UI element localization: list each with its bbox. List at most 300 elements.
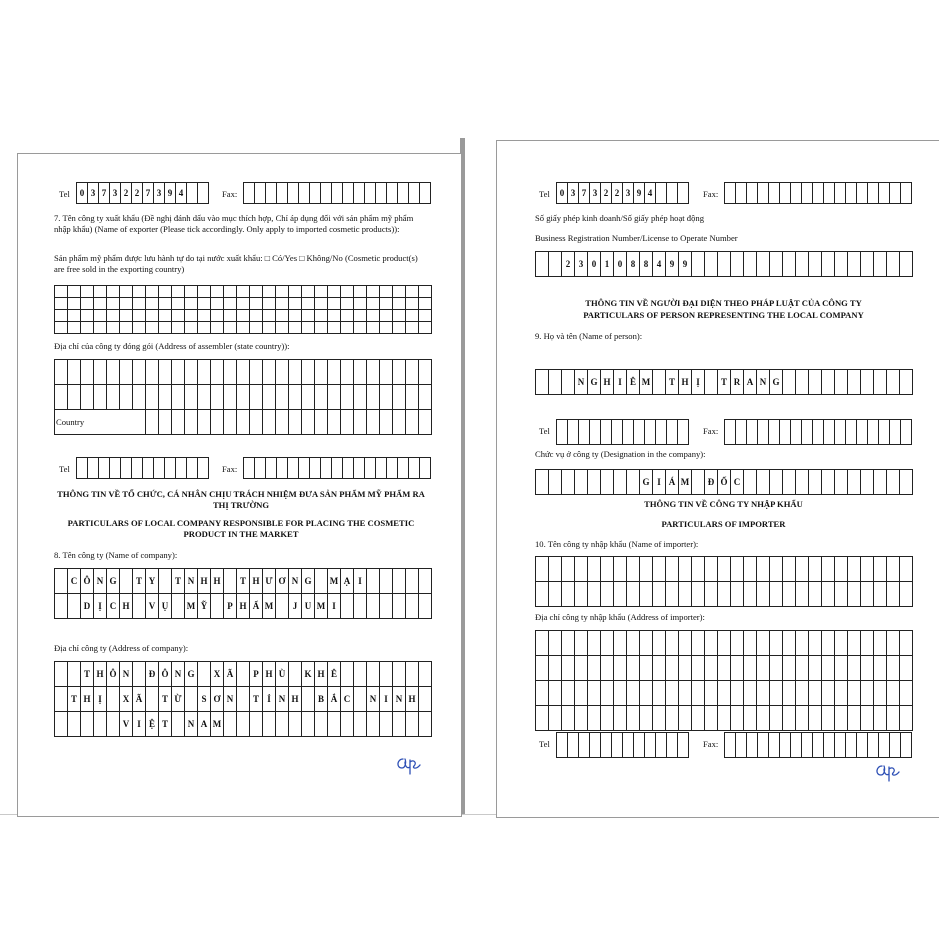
char-box[interactable]: H <box>315 662 328 687</box>
char-box[interactable] <box>770 252 783 277</box>
char-box[interactable] <box>653 370 666 395</box>
char-box[interactable] <box>601 631 614 656</box>
char-box[interactable] <box>601 470 614 495</box>
char-box[interactable] <box>879 733 890 758</box>
char-box[interactable] <box>822 656 835 681</box>
char-box[interactable] <box>159 286 172 298</box>
char-box[interactable] <box>653 582 666 607</box>
char-box[interactable] <box>250 385 263 410</box>
char-box[interactable]: Ố <box>718 470 731 495</box>
char-box[interactable] <box>824 733 835 758</box>
char-box[interactable] <box>725 183 736 204</box>
char-box[interactable] <box>679 656 692 681</box>
char-box[interactable] <box>55 569 68 594</box>
char-box[interactable] <box>321 458 332 479</box>
char-box[interactable] <box>770 706 783 731</box>
char-box[interactable] <box>575 631 588 656</box>
char-box[interactable] <box>224 712 237 737</box>
char-box[interactable] <box>277 183 288 204</box>
char-box[interactable] <box>692 656 705 681</box>
char-box[interactable] <box>791 733 802 758</box>
char-box[interactable] <box>536 470 549 495</box>
char-box[interactable] <box>900 582 913 607</box>
char-box[interactable]: 3 <box>575 252 588 277</box>
char-box[interactable] <box>367 298 380 310</box>
tel3-digit-boxes[interactable] <box>556 732 689 758</box>
char-box[interactable] <box>601 420 612 445</box>
char-box[interactable] <box>562 706 575 731</box>
char-box[interactable] <box>406 662 419 687</box>
char-box[interactable] <box>796 656 809 681</box>
char-box[interactable] <box>302 286 315 298</box>
char-box[interactable] <box>315 385 328 410</box>
char-box[interactable] <box>796 470 809 495</box>
char-box[interactable] <box>107 310 120 322</box>
char-box[interactable] <box>653 656 666 681</box>
char-box[interactable] <box>380 298 393 310</box>
char-box[interactable]: N <box>172 662 185 687</box>
char-box[interactable] <box>302 310 315 322</box>
char-box[interactable] <box>172 712 185 737</box>
char-box[interactable] <box>783 252 796 277</box>
char-box[interactable] <box>398 458 409 479</box>
char-box[interactable] <box>172 360 185 385</box>
char-box[interactable] <box>276 322 289 334</box>
char-box[interactable] <box>757 706 770 731</box>
char-box[interactable] <box>211 322 224 334</box>
char-box[interactable] <box>172 322 185 334</box>
char-box[interactable]: Á <box>666 470 679 495</box>
char-box[interactable] <box>393 298 406 310</box>
char-box[interactable] <box>634 733 645 758</box>
char-box[interactable]: H <box>120 594 133 619</box>
char-box[interactable] <box>266 458 277 479</box>
char-box[interactable]: T <box>666 370 679 395</box>
char-box[interactable] <box>653 706 666 731</box>
char-box[interactable] <box>656 420 667 445</box>
char-box[interactable] <box>289 662 302 687</box>
char-box[interactable] <box>822 681 835 706</box>
char-box[interactable]: N <box>120 662 133 687</box>
char-box[interactable] <box>159 322 172 334</box>
char-box[interactable] <box>846 420 857 445</box>
char-box[interactable] <box>332 183 343 204</box>
char-box[interactable] <box>575 582 588 607</box>
char-box[interactable] <box>835 706 848 731</box>
char-box[interactable] <box>120 322 133 334</box>
char-box[interactable] <box>68 298 81 310</box>
char-box[interactable] <box>380 594 393 619</box>
char-box[interactable]: J <box>289 594 302 619</box>
char-box[interactable] <box>796 631 809 656</box>
char-box[interactable] <box>536 252 549 277</box>
char-box[interactable] <box>705 582 718 607</box>
char-box[interactable] <box>310 458 321 479</box>
char-box[interactable] <box>666 631 679 656</box>
char-box[interactable] <box>731 706 744 731</box>
char-box[interactable] <box>874 631 887 656</box>
char-box[interactable] <box>601 582 614 607</box>
char-box[interactable]: N <box>575 370 588 395</box>
char-box[interactable] <box>146 286 159 298</box>
char-box[interactable] <box>380 569 393 594</box>
char-box[interactable] <box>588 582 601 607</box>
char-box[interactable] <box>623 733 634 758</box>
char-box[interactable]: T <box>159 687 172 712</box>
char-box[interactable] <box>549 370 562 395</box>
char-box[interactable] <box>549 582 562 607</box>
char-box[interactable] <box>315 712 328 737</box>
char-box[interactable] <box>198 360 211 385</box>
char-box[interactable] <box>575 557 588 582</box>
char-box[interactable] <box>419 322 432 334</box>
char-box[interactable] <box>679 681 692 706</box>
char-box[interactable] <box>409 458 420 479</box>
char-box[interactable] <box>328 310 341 322</box>
char-box[interactable] <box>887 582 900 607</box>
fax2-digit-boxes[interactable] <box>724 419 912 445</box>
char-box[interactable]: B <box>315 687 328 712</box>
license-number-boxes[interactable] <box>535 251 913 277</box>
char-box[interactable]: Ơ <box>276 569 289 594</box>
char-box[interactable] <box>406 322 419 334</box>
char-box[interactable] <box>341 360 354 385</box>
char-box[interactable] <box>185 298 198 310</box>
char-box[interactable] <box>419 712 432 737</box>
char-box[interactable] <box>692 631 705 656</box>
char-box[interactable] <box>887 681 900 706</box>
char-box[interactable] <box>758 733 769 758</box>
char-box[interactable] <box>900 252 913 277</box>
char-box[interactable] <box>146 322 159 334</box>
char-box[interactable] <box>81 322 94 334</box>
char-box[interactable]: 2 <box>601 183 612 204</box>
char-box[interactable]: M <box>315 594 328 619</box>
char-box[interactable] <box>133 662 146 687</box>
char-box[interactable] <box>250 286 263 298</box>
char-box[interactable] <box>835 582 848 607</box>
char-box[interactable] <box>822 706 835 731</box>
char-box[interactable] <box>614 706 627 731</box>
char-box[interactable] <box>627 681 640 706</box>
char-box[interactable] <box>731 681 744 706</box>
char-box[interactable] <box>813 733 824 758</box>
char-box[interactable] <box>536 656 549 681</box>
char-box[interactable]: 2 <box>132 183 143 204</box>
char-box[interactable] <box>237 360 250 385</box>
char-box[interactable] <box>419 687 432 712</box>
char-box[interactable] <box>783 470 796 495</box>
char-box[interactable]: 0 <box>614 252 627 277</box>
char-box[interactable] <box>601 557 614 582</box>
char-box[interactable] <box>198 385 211 410</box>
char-box[interactable] <box>380 322 393 334</box>
char-box[interactable] <box>757 582 770 607</box>
char-box[interactable]: 8 <box>627 252 640 277</box>
char-box[interactable] <box>406 310 419 322</box>
char-box[interactable] <box>770 582 783 607</box>
char-box[interactable] <box>328 360 341 385</box>
char-box[interactable] <box>398 183 409 204</box>
char-box[interactable] <box>692 681 705 706</box>
char-box[interactable] <box>874 557 887 582</box>
char-box[interactable] <box>406 385 419 410</box>
char-box[interactable] <box>614 656 627 681</box>
char-box[interactable] <box>68 310 81 322</box>
char-box[interactable] <box>614 681 627 706</box>
char-box[interactable] <box>419 594 432 619</box>
char-box[interactable]: P <box>224 594 237 619</box>
char-box[interactable] <box>575 656 588 681</box>
char-box[interactable] <box>679 557 692 582</box>
char-box[interactable] <box>310 183 321 204</box>
char-box[interactable] <box>289 286 302 298</box>
char-box[interactable] <box>68 360 81 385</box>
char-box[interactable] <box>900 706 913 731</box>
char-box[interactable] <box>549 470 562 495</box>
char-box[interactable] <box>736 420 747 445</box>
char-box[interactable] <box>133 286 146 298</box>
char-box[interactable] <box>146 310 159 322</box>
char-box[interactable] <box>354 322 367 334</box>
char-box[interactable]: Ã <box>133 687 146 712</box>
char-box[interactable]: N <box>185 569 198 594</box>
char-box[interactable] <box>718 557 731 582</box>
char-box[interactable] <box>107 322 120 334</box>
char-box[interactable] <box>562 681 575 706</box>
char-box[interactable]: T <box>81 662 94 687</box>
char-box[interactable] <box>901 183 912 204</box>
char-box[interactable] <box>783 557 796 582</box>
char-box[interactable] <box>420 458 431 479</box>
char-box[interactable]: T <box>133 569 146 594</box>
char-box[interactable] <box>857 420 868 445</box>
char-box[interactable]: H <box>81 687 94 712</box>
char-box[interactable] <box>185 286 198 298</box>
char-box[interactable] <box>120 298 133 310</box>
char-box[interactable]: Y <box>146 569 159 594</box>
char-box[interactable] <box>575 470 588 495</box>
char-box[interactable] <box>562 557 575 582</box>
char-box[interactable] <box>244 458 255 479</box>
char-box[interactable] <box>289 712 302 737</box>
char-box[interactable] <box>250 410 263 435</box>
char-box[interactable]: H <box>198 569 211 594</box>
char-box[interactable] <box>887 252 900 277</box>
char-box[interactable] <box>276 712 289 737</box>
char-box[interactable]: S <box>198 687 211 712</box>
char-box[interactable] <box>185 385 198 410</box>
char-box[interactable] <box>796 582 809 607</box>
char-box[interactable] <box>653 631 666 656</box>
char-box[interactable] <box>68 322 81 334</box>
char-box[interactable] <box>744 631 757 656</box>
char-box[interactable] <box>627 656 640 681</box>
char-box[interactable] <box>770 557 783 582</box>
char-box[interactable] <box>224 298 237 310</box>
char-box[interactable] <box>354 712 367 737</box>
char-box[interactable]: Đ <box>705 470 718 495</box>
char-box[interactable] <box>211 310 224 322</box>
char-box[interactable]: D <box>81 594 94 619</box>
char-box[interactable] <box>835 420 846 445</box>
char-box[interactable] <box>848 656 861 681</box>
char-box[interactable] <box>263 712 276 737</box>
char-box[interactable] <box>146 687 159 712</box>
char-box[interactable]: Ê <box>627 370 640 395</box>
char-box[interactable] <box>861 370 874 395</box>
char-box[interactable]: V <box>120 712 133 737</box>
char-box[interactable] <box>81 360 94 385</box>
char-box[interactable] <box>187 183 198 204</box>
char-box[interactable] <box>332 458 343 479</box>
char-box[interactable] <box>645 420 656 445</box>
char-box[interactable] <box>614 631 627 656</box>
char-box[interactable] <box>341 594 354 619</box>
char-box[interactable] <box>736 733 747 758</box>
char-box[interactable] <box>172 310 185 322</box>
char-box[interactable] <box>68 385 81 410</box>
char-box[interactable] <box>302 322 315 334</box>
char-box[interactable] <box>562 370 575 395</box>
char-box[interactable] <box>887 370 900 395</box>
char-box[interactable] <box>419 360 432 385</box>
char-box[interactable] <box>419 298 432 310</box>
char-box[interactable]: I <box>133 712 146 737</box>
char-box[interactable] <box>796 370 809 395</box>
char-box[interactable]: C <box>107 594 120 619</box>
char-box[interactable]: 7 <box>143 183 154 204</box>
char-box[interactable] <box>55 687 68 712</box>
char-box[interactable]: Ạ <box>341 569 354 594</box>
char-box[interactable]: H <box>237 594 250 619</box>
char-box[interactable]: Ã <box>224 662 237 687</box>
char-box[interactable] <box>94 310 107 322</box>
char-box[interactable] <box>783 681 796 706</box>
char-box[interactable] <box>757 470 770 495</box>
char-box[interactable] <box>224 569 237 594</box>
char-box[interactable] <box>133 310 146 322</box>
char-box[interactable] <box>822 582 835 607</box>
char-box[interactable] <box>705 370 718 395</box>
char-box[interactable] <box>757 557 770 582</box>
char-box[interactable] <box>354 298 367 310</box>
char-box[interactable]: 9 <box>634 183 645 204</box>
char-box[interactable] <box>250 322 263 334</box>
char-box[interactable] <box>780 183 791 204</box>
char-box[interactable] <box>159 360 172 385</box>
char-box[interactable] <box>791 420 802 445</box>
char-box[interactable] <box>705 631 718 656</box>
char-box[interactable] <box>172 410 185 435</box>
char-box[interactable] <box>276 594 289 619</box>
char-box[interactable]: 7 <box>579 183 590 204</box>
char-box[interactable] <box>769 733 780 758</box>
char-box[interactable] <box>321 183 332 204</box>
char-box[interactable] <box>705 656 718 681</box>
char-box[interactable] <box>107 286 120 298</box>
char-box[interactable] <box>887 706 900 731</box>
char-box[interactable] <box>731 252 744 277</box>
char-box[interactable] <box>666 656 679 681</box>
char-box[interactable] <box>107 385 120 410</box>
char-box[interactable]: I <box>653 470 666 495</box>
char-box[interactable] <box>890 183 901 204</box>
char-box[interactable] <box>250 310 263 322</box>
char-box[interactable] <box>901 733 912 758</box>
char-box[interactable] <box>835 681 848 706</box>
char-box[interactable]: 8 <box>640 252 653 277</box>
tel-digit-boxes[interactable] <box>76 182 209 204</box>
char-box[interactable] <box>770 470 783 495</box>
char-box[interactable] <box>237 385 250 410</box>
char-box[interactable] <box>809 470 822 495</box>
char-box[interactable] <box>120 569 133 594</box>
char-box[interactable]: Ô <box>159 662 172 687</box>
char-box[interactable] <box>387 183 398 204</box>
char-box[interactable] <box>354 183 365 204</box>
char-box[interactable] <box>640 656 653 681</box>
char-box[interactable] <box>387 458 398 479</box>
char-box[interactable]: H <box>263 662 276 687</box>
char-box[interactable] <box>822 470 835 495</box>
char-box[interactable] <box>718 631 731 656</box>
char-box[interactable] <box>887 557 900 582</box>
char-box[interactable] <box>813 420 824 445</box>
tel-digit-boxes[interactable] <box>556 182 689 204</box>
char-box[interactable] <box>627 631 640 656</box>
char-box[interactable] <box>406 569 419 594</box>
char-box[interactable] <box>627 706 640 731</box>
char-box[interactable] <box>667 420 678 445</box>
char-box[interactable]: C <box>341 687 354 712</box>
char-box[interactable] <box>627 470 640 495</box>
char-box[interactable] <box>874 370 887 395</box>
char-box[interactable]: I <box>354 569 367 594</box>
char-box[interactable] <box>343 458 354 479</box>
char-box[interactable] <box>692 706 705 731</box>
char-box[interactable] <box>185 310 198 322</box>
char-box[interactable] <box>419 662 432 687</box>
char-box[interactable] <box>549 706 562 731</box>
char-box[interactable] <box>354 458 365 479</box>
char-box[interactable]: Ỹ <box>198 594 211 619</box>
char-box[interactable] <box>376 183 387 204</box>
char-box[interactable] <box>250 712 263 737</box>
char-box[interactable] <box>874 470 887 495</box>
char-box[interactable]: 0 <box>557 183 568 204</box>
char-box[interactable]: H <box>94 662 107 687</box>
char-box[interactable]: N <box>367 687 380 712</box>
char-box[interactable] <box>634 420 645 445</box>
char-box[interactable] <box>612 733 623 758</box>
char-box[interactable] <box>666 681 679 706</box>
char-box[interactable] <box>796 706 809 731</box>
char-box[interactable] <box>900 681 913 706</box>
char-box[interactable] <box>679 706 692 731</box>
char-box[interactable] <box>879 420 890 445</box>
char-box[interactable] <box>861 681 874 706</box>
char-box[interactable] <box>94 322 107 334</box>
char-box[interactable] <box>783 370 796 395</box>
char-box[interactable] <box>367 322 380 334</box>
char-box[interactable] <box>289 298 302 310</box>
char-box[interactable] <box>380 410 393 435</box>
char-box[interactable] <box>55 286 68 298</box>
char-box[interactable]: X <box>120 687 133 712</box>
char-box[interactable] <box>536 582 549 607</box>
char-box[interactable] <box>185 360 198 385</box>
